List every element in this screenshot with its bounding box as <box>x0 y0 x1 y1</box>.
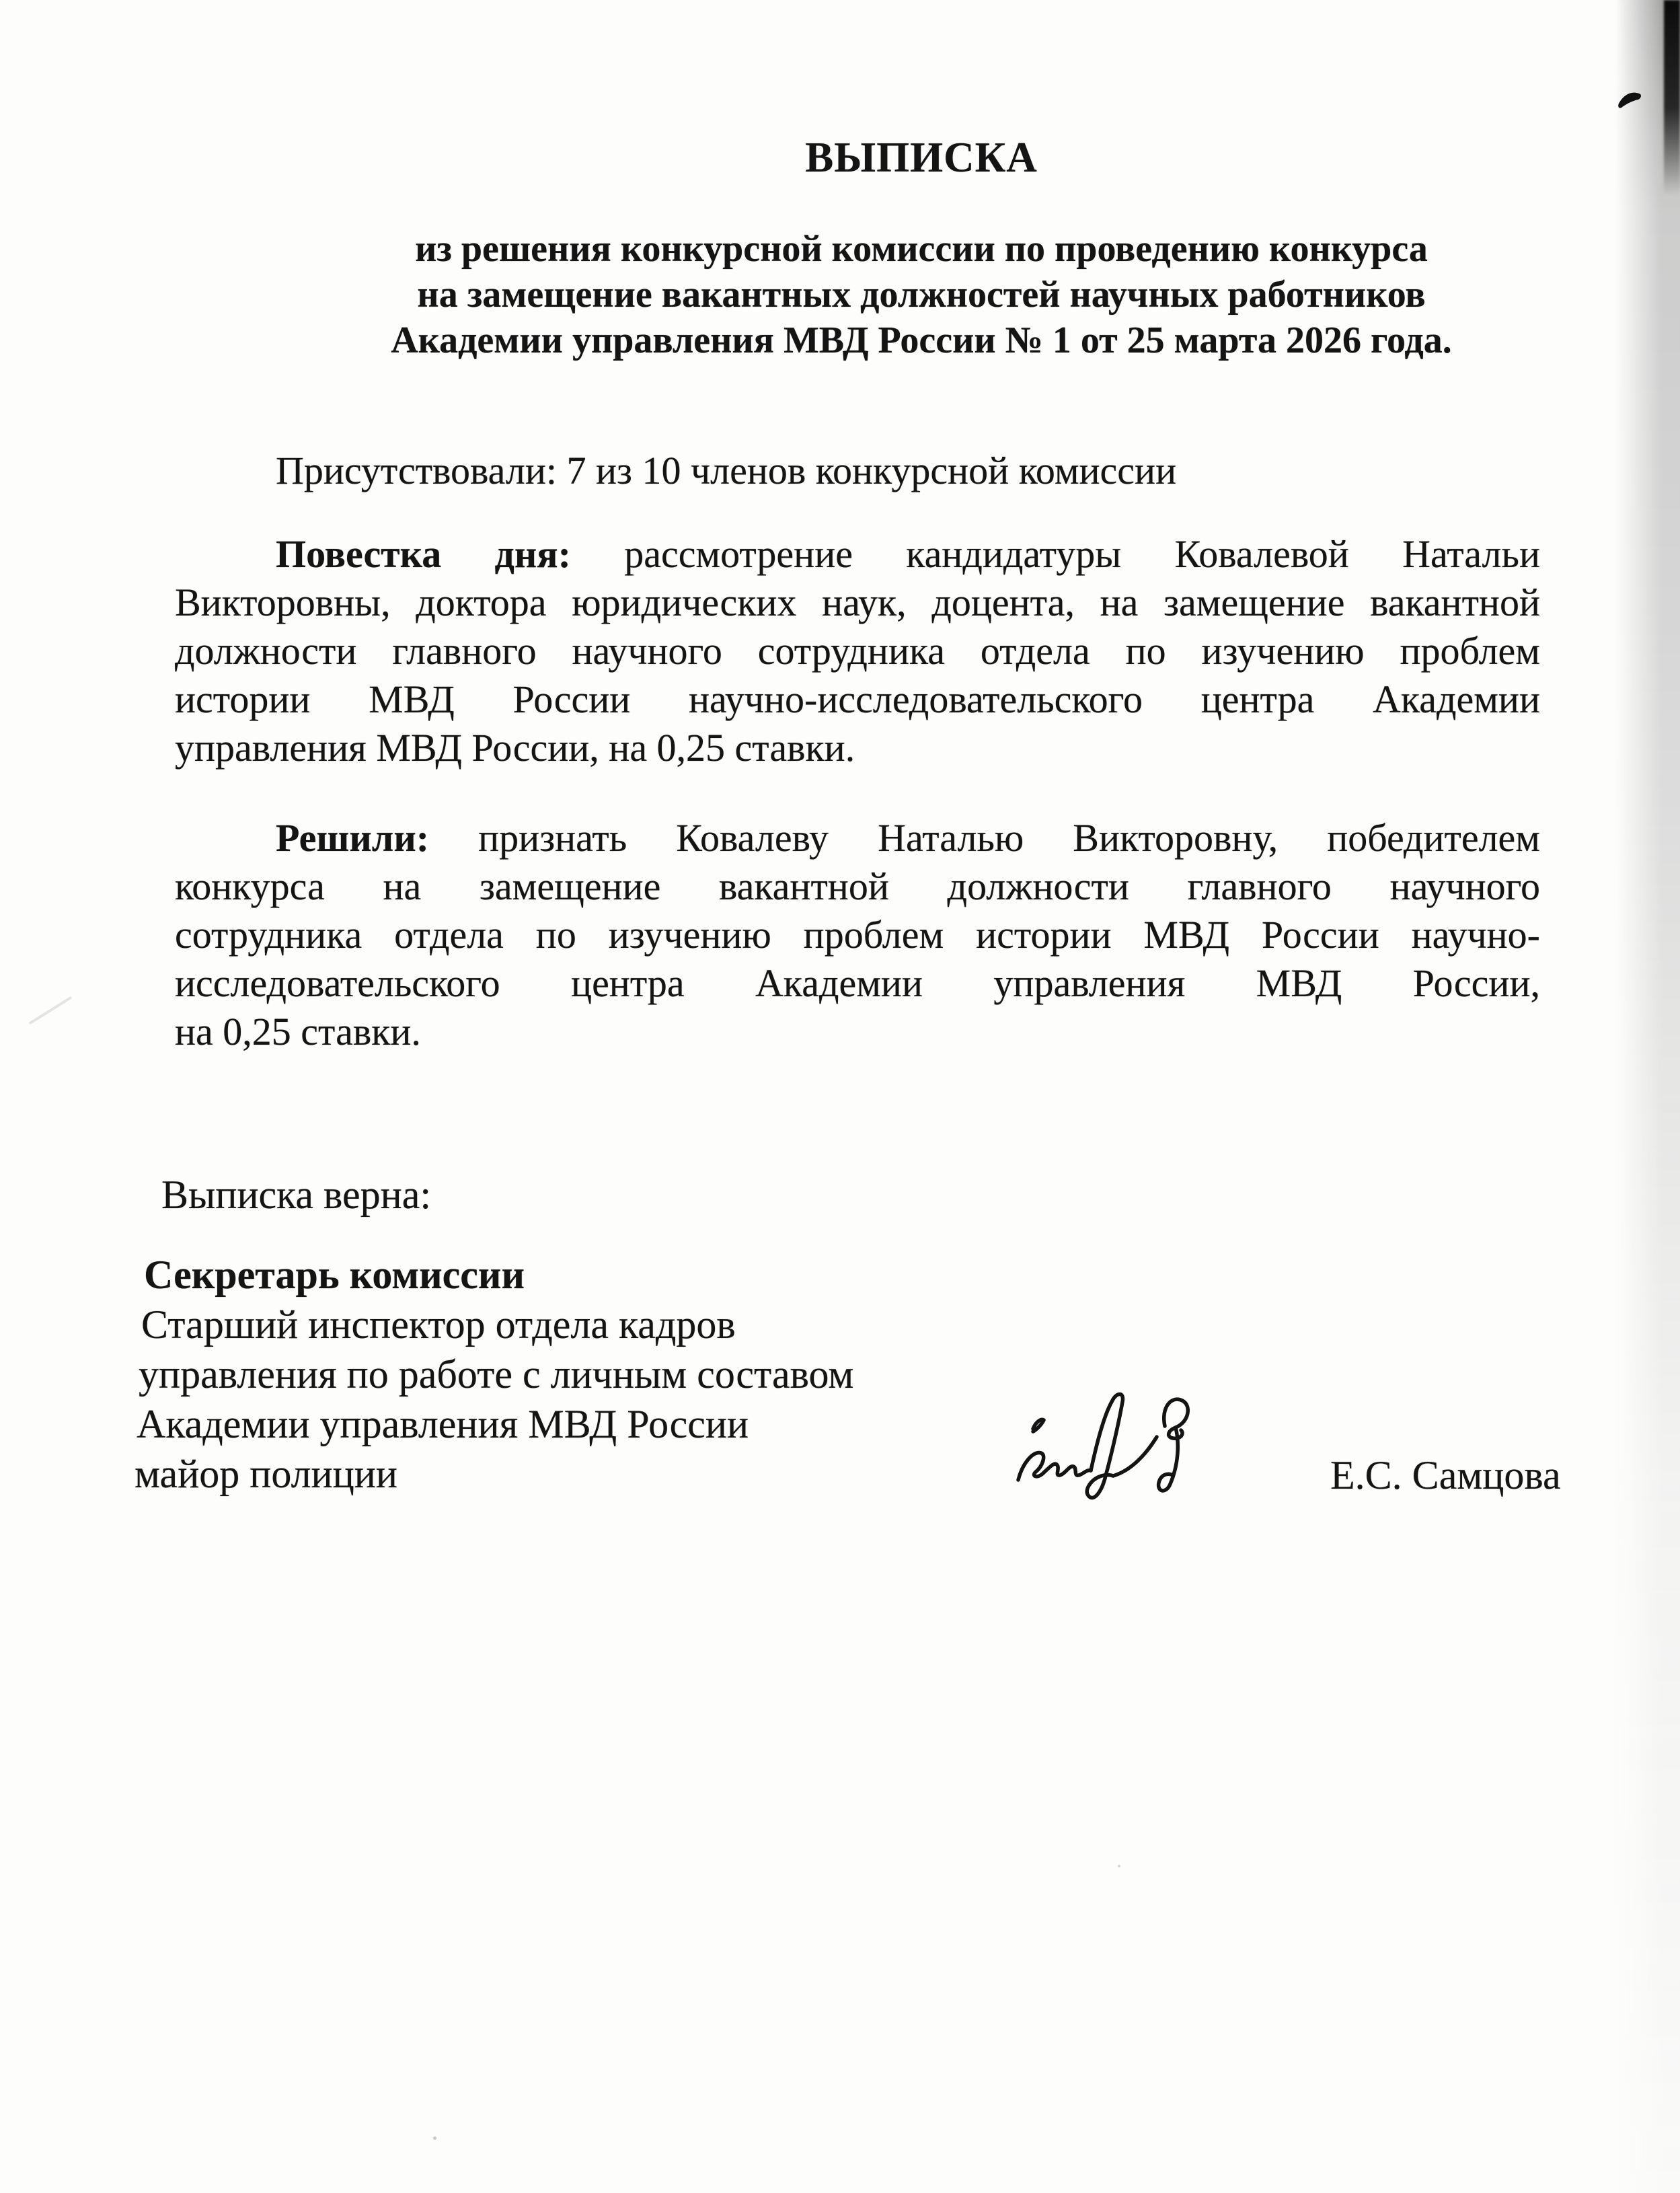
signatory-block <box>135 1250 853 1499</box>
attendance-line: Присутствовали: 7 из 10 членов конкурсной комиссии <box>276 449 1177 492</box>
resolution-paragraph <box>175 814 1540 1056</box>
resolution-line: на 0,25 ставки. <box>175 1010 421 1053</box>
signatory-name: Е.С. Самцова <box>1330 1453 1561 1497</box>
agenda-line: должности главного научного сотрудника отдела по изучению проблем <box>175 629 1540 673</box>
document-subtitle <box>229 226 1614 363</box>
resolution-line: сотрудника отдела по изучению проблем истории МВД России научно- <box>175 913 1540 957</box>
agenda-line: Викторовны, доктора юридических наук, доцента, на замещение вакантной <box>175 581 1540 624</box>
resolution-label: Решили: <box>276 816 430 860</box>
subtitle-line: Академии управления МВД России № 1 от 25 марта 2026 года. <box>391 320 1452 361</box>
signatory-role-line: управления по работе с личным составом <box>139 1352 854 1397</box>
agenda-label: Повестка дня: <box>276 532 571 576</box>
scan-corner-black-streak <box>1664 0 1680 195</box>
certification-line: Выписка верна: <box>161 1173 432 1217</box>
scan-speck <box>1118 1865 1120 1867</box>
resolution-line: конкурса на замещение вакантной должности главного научного <box>175 864 1540 908</box>
agenda-line: истории МВД России научно-исследовательского центра Академии <box>175 677 1540 721</box>
scan-speck <box>433 2136 436 2140</box>
signatory-role-line: Старший инспектор отдела кадров <box>141 1302 736 1347</box>
handwritten-signature <box>1003 1384 1219 1512</box>
subtitle-line: из решения конкурсной комиссии по проведению конкурса <box>415 228 1428 270</box>
pen-mark-icon <box>1617 87 1644 112</box>
resolution-first-line-text: признать Ковалеву Наталью Викторовну, победителем <box>429 816 1540 860</box>
signatory-role-line: Академии управления МВД России <box>137 1402 749 1446</box>
agenda-first-line <box>175 530 1540 579</box>
agenda-paragraph <box>175 530 1540 772</box>
scan-scratch-mark <box>29 996 73 1025</box>
agenda-line: управления МВД России, на 0,25 ставки. <box>175 726 855 770</box>
resolution-first-line <box>175 814 1540 862</box>
resolution-line: исследовательского центра Академии управления МВД России, <box>175 961 1540 1005</box>
signatory-role-line: майор полиции <box>135 1452 397 1496</box>
scan-edge-shadow <box>1615 0 1680 2193</box>
signatory-role-title: Секретарь комиссии <box>144 1253 525 1297</box>
document-title: ВЫПИСКА <box>805 134 1038 181</box>
subtitle-line: на замещение вакантных должностей научных работников <box>417 274 1426 315</box>
agenda-first-line-text: рассмотрение кандидатуры Ковалевой Натальи <box>570 532 1540 576</box>
